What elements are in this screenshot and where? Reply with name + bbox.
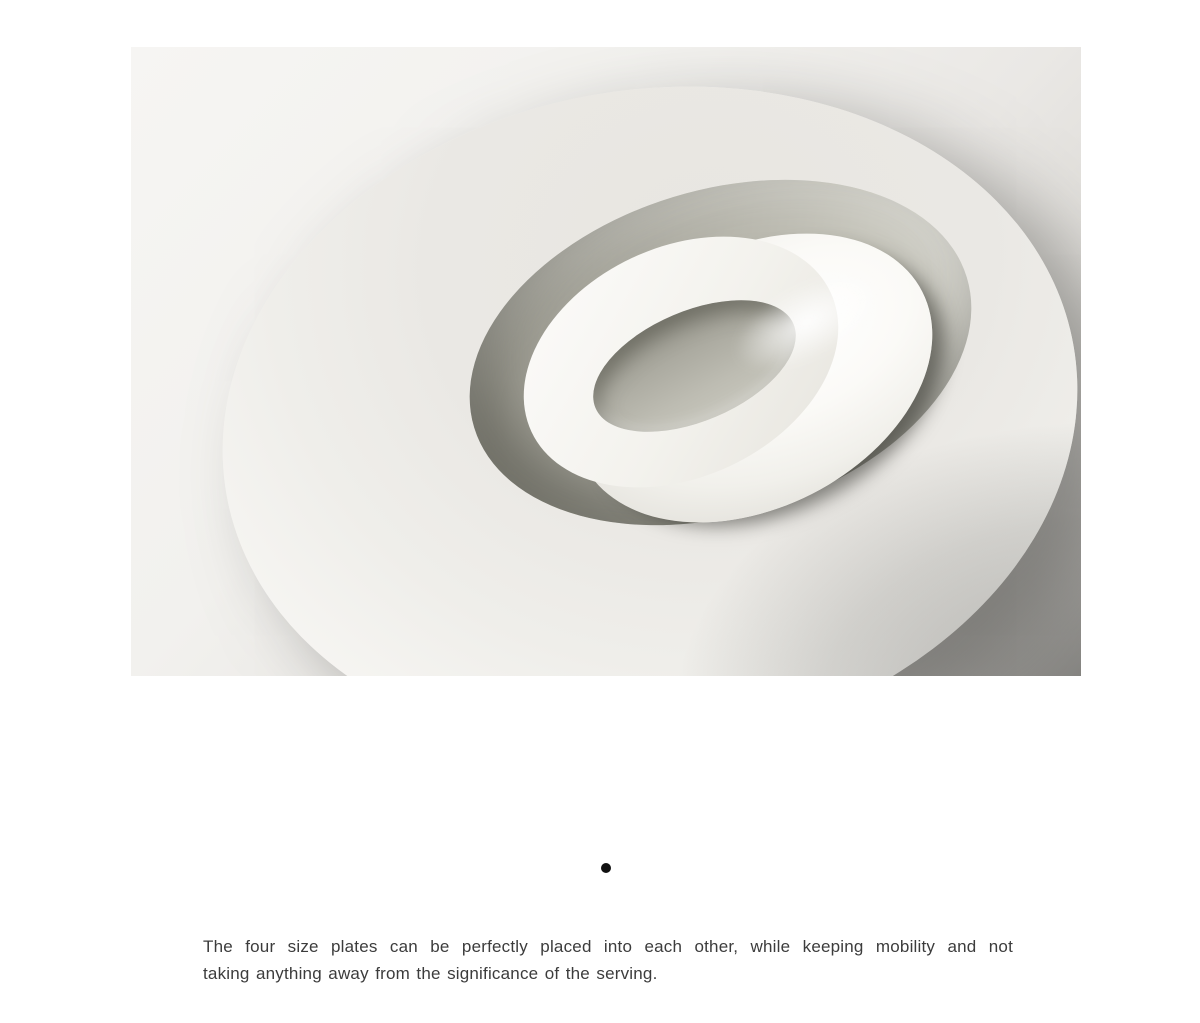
- caption-line-2: taking anything away from the significance of the serving.: [203, 964, 658, 983]
- separator-dot: [601, 863, 611, 873]
- section-separator: [131, 863, 1081, 873]
- caption: [203, 933, 1013, 987]
- product-photo: [131, 47, 1081, 676]
- caption-line-1: The four size plates can be perfectly placed into each other, while keeping mobility and not: [203, 937, 1013, 956]
